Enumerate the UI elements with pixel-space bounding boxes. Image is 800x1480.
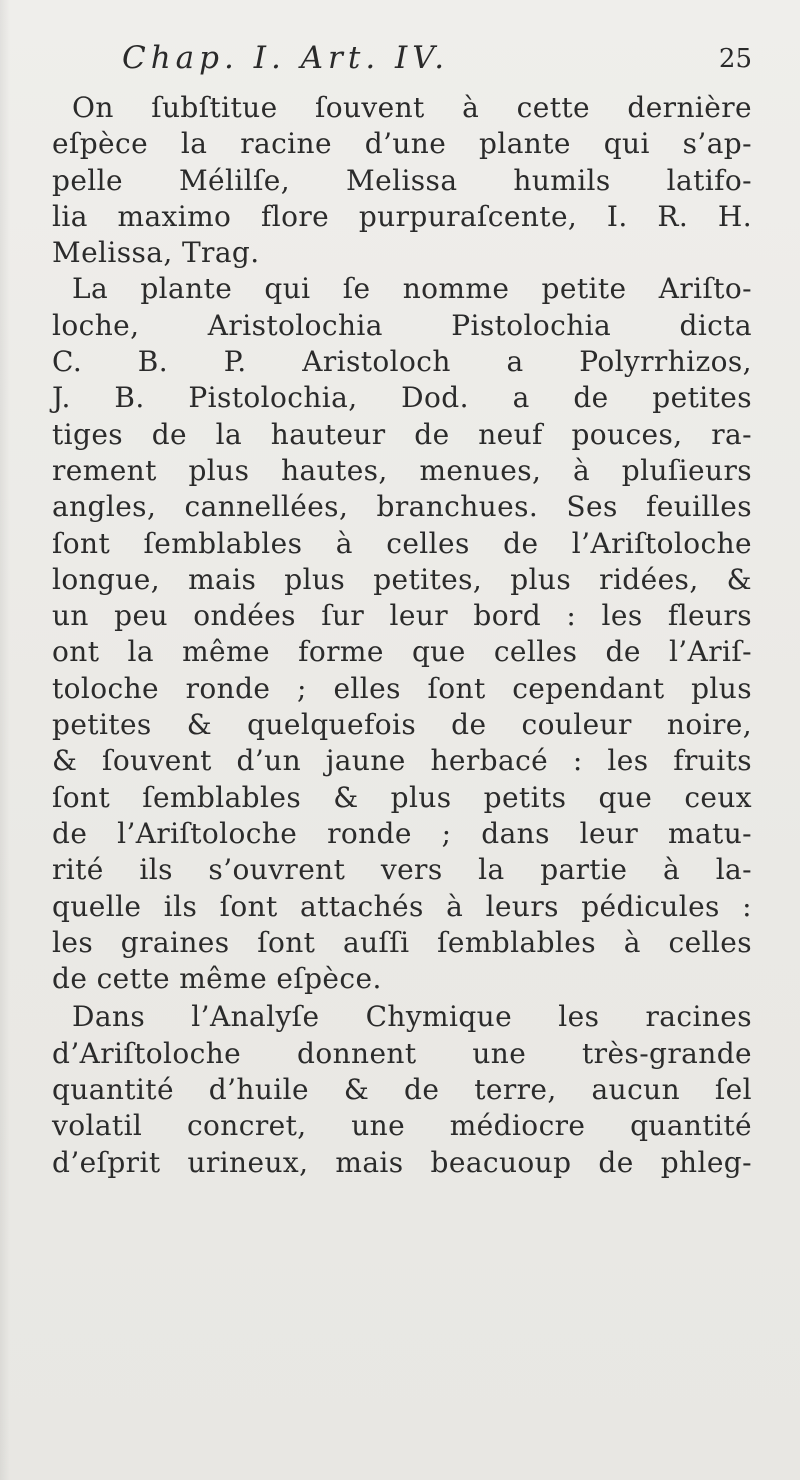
- text-line: ſont ſemblables & plus petits que ceux: [52, 780, 752, 814]
- text-line: petites & quelquefois de couleur noire,: [52, 708, 752, 742]
- text-line: Dans l’Analyſe Chymique les racines: [72, 1000, 752, 1034]
- text-line: angles, cannellées, branchues. Ses feuilles: [52, 490, 752, 524]
- text-line: tiges de la hauteur de neuf pouces, ra-: [52, 417, 752, 451]
- text-line: loche, Aristolochia Pistolochia dicta: [52, 308, 752, 342]
- text-line: ont la même forme que celles de l’Ariſ-: [52, 635, 752, 669]
- text-line: pelle Mélilſe, Melissa humils latifo-: [52, 163, 752, 197]
- text-line: quelle ils ſont attachés à leurs pédicules :: [52, 889, 752, 923]
- text-line: un peu ondées ſur leur bord : les fleurs: [52, 599, 752, 633]
- text-line: On ſubſtitue ſouvent à cette dernière: [72, 91, 752, 124]
- text-line: & ſouvent d’un jaune herbacé : les fruits: [52, 744, 752, 778]
- text-line: Melissa, Trag.: [52, 236, 260, 270]
- text-line: de cette même eſpèce.: [52, 962, 382, 996]
- page-header: [52, 40, 752, 80]
- text-line: quantité d’huile & de terre, aucun ſel: [52, 1073, 752, 1107]
- text-line: les graines ſont auſſi ſemblables à celles: [52, 925, 752, 959]
- page-gutter-shadow: [0, 0, 10, 1480]
- text-line: de l’Ariſtoloche ronde ; dans leur matu-: [52, 816, 752, 850]
- text-line: lia maximo flore purpuraſcente, I. R. H.: [52, 199, 752, 233]
- text-line: volatil concret, une médiocre quantité: [52, 1109, 752, 1143]
- running-head: Chap. I. Art. IV.: [122, 40, 450, 76]
- page-number: 25: [718, 44, 752, 74]
- text-line: La plante qui ſe nomme petite Ariſto-: [72, 272, 752, 306]
- page-body: [52, 90, 752, 1181]
- text-line: rité ils s’ouvrent vers la partie à la-: [52, 853, 752, 887]
- text-line: toloche ronde ; elles ſont cependant plus: [52, 671, 752, 705]
- text-line: eſpèce la racine d’une plante qui s’ap-: [52, 127, 752, 161]
- text-line: C. B. P. Aristoloch a Polyrrhizos,: [52, 345, 752, 379]
- text-line: d’Ariſtoloche donnent une très-grande: [52, 1036, 752, 1070]
- text-line: ſont ſemblables à celles de l’Ariſtoloche: [52, 526, 752, 560]
- text-line: longue, mais plus petites, plus ridées, &: [52, 562, 752, 596]
- text-line: rement plus hautes, menues, à pluſieurs: [52, 453, 752, 487]
- text-line: J. B. Pistolochia, Dod. a de petites: [52, 381, 752, 415]
- text-line: d’eſprit urineux, mais beacuoup de phleg-: [52, 1145, 752, 1179]
